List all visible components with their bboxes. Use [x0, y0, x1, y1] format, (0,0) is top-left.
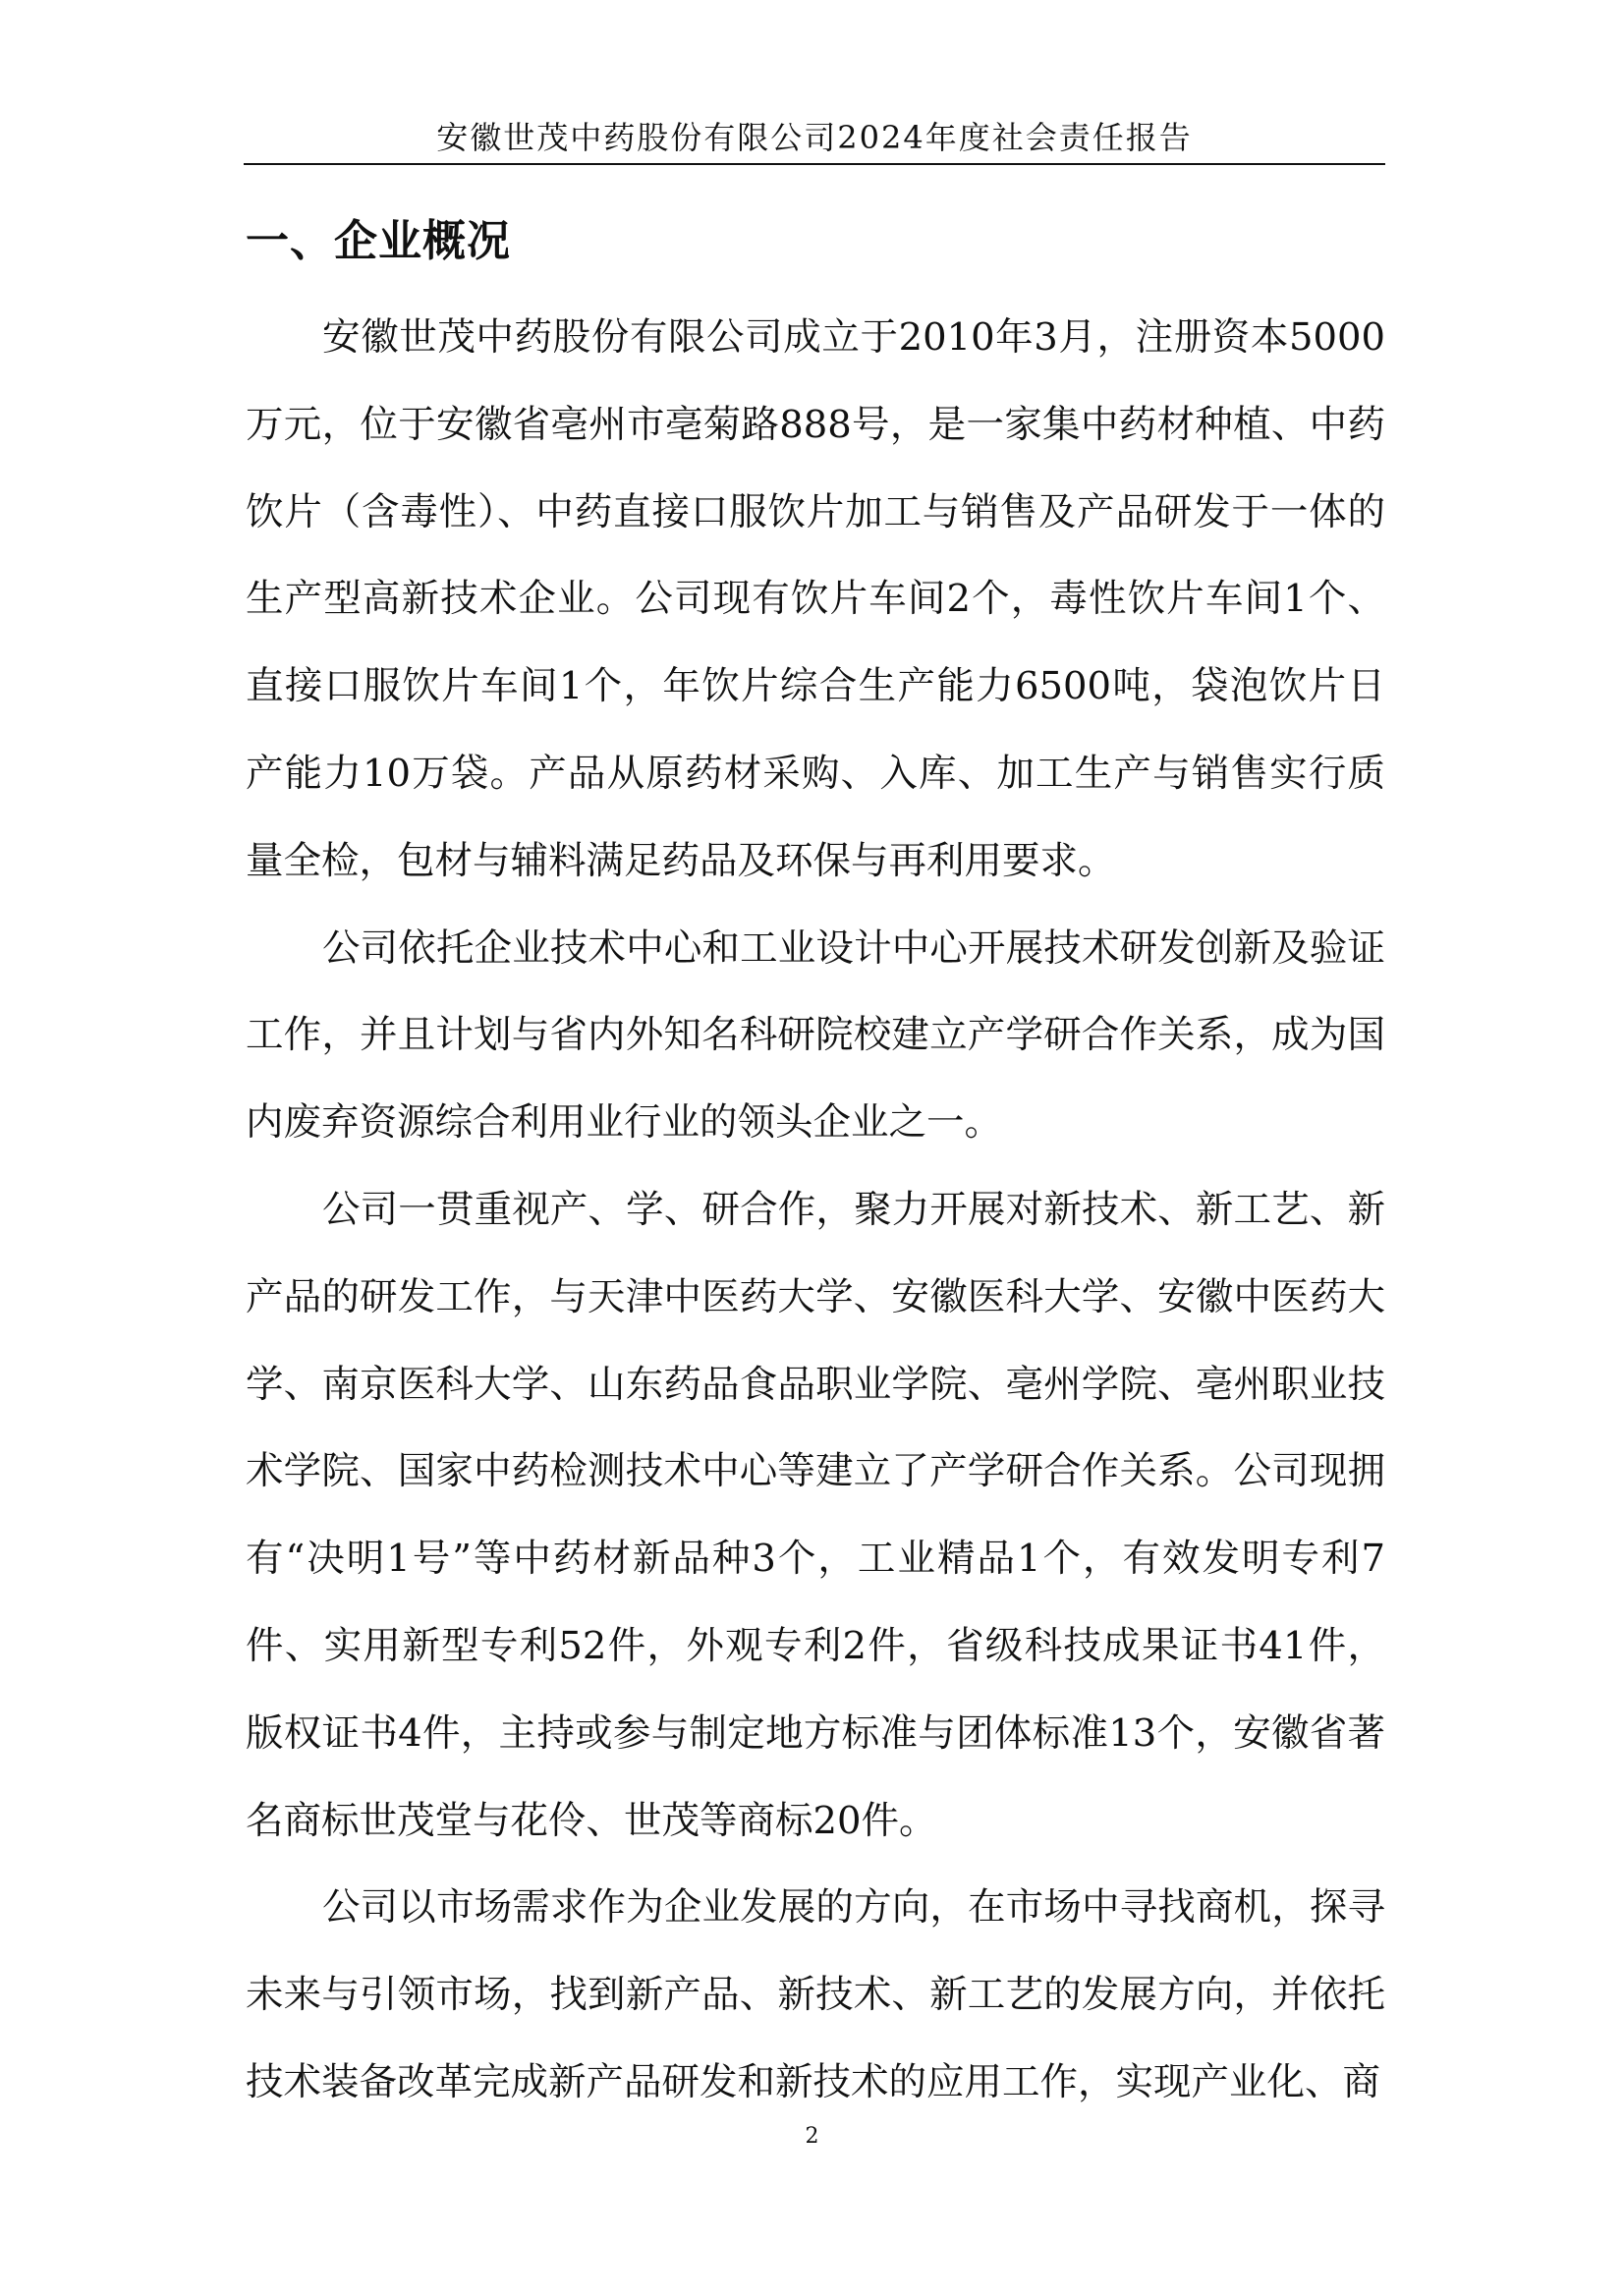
page-header — [244, 114, 1385, 165]
body-text — [246, 295, 1385, 2127]
paragraph-research-cooperation: 公司一贯重视产、学、研合作，聚力开展对新技术、新工艺、新产品的研发工作，与天津中医药大学、安徽医科大学、安徽中医药大学、南京医科大学、山东药品食品职业学院、亳州学院、亳州职业技术学院、国家中药检测技术中心等建立了产学研合作关系。公司现拥有“决明1号”等中药材新品种3个，工业精品1个，有效发明专利7件、实用新型专利52件，外观专利2件，省级科技成果证书41件，版权证书4件，主持或参与制定地方标准与团体标准13个，安徽省著名商标世茂堂与花伶、世茂等商标20件。 — [246, 1187, 1385, 1843]
page-number: 2 — [805, 2124, 819, 2149]
section-heading: 一、企业概况 — [246, 216, 511, 266]
paragraph-company-profile: 安徽世茂中药股份有限公司成立于2010年3月，注册资本5000万元，位于安徽省亳州市亳菊路888号，是一家集中药材种植、中药饮片（含毒性）、中药直接口服饮片加工与销售及产品研发于一体的生产型高新技术企业。公司现有饮片车间2个，毒性饮片车间1个、直接口服饮片车间1个，年饮片综合生产能力6500吨，袋泡饮片日产能力10万袋。产品从原药材采购、入库、加工生产与销售实行质量全检，包材与辅料满足药品及环保与再利用要求。 — [246, 315, 1385, 883]
paragraph-tech-center: 公司依托企业技术中心和工业设计中心开展技术研发创新及验证工作，并且计划与省内外知名科研院校建立产学研合作关系，成为国内废弃资源综合利用业行业的领头企业之一。 — [246, 925, 1385, 1146]
report-title: 安徽世茂中药股份有限公司2024年度社会责任报告 — [436, 119, 1193, 156]
paragraph-market-direction: 公司以市场需求作为企业发展的方向，在市场中寻找商机，探寻未来与引领市场，找到新产品、新技术、新工艺的发展方向，并依托技术装备改革完成新产品研发和新技术的应用工作，实现产业化、商 — [246, 1885, 1385, 2104]
